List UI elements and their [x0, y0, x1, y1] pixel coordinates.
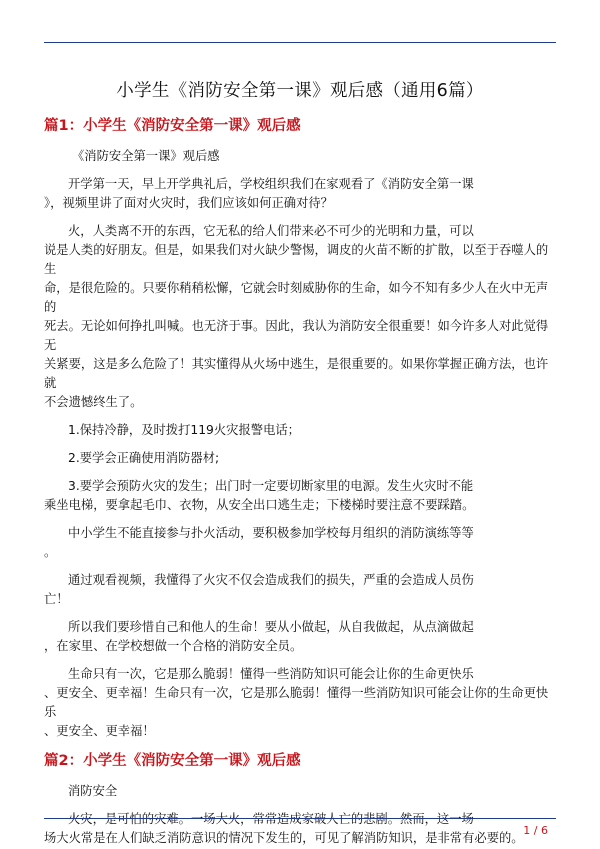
section-1-paragraph: 通过观看视频，我懂得了火灾不仅会造成我们的损失，严重的会造成人员伤 亡！	[44, 573, 474, 606]
section-2-subtitle: 消防安全	[68, 784, 118, 798]
section-2-paragraph: 火灾，是可怕的灾难。一场大火，常常造成家破人亡的悲剧。然而，这一场 场大火常是在人们缺乏消防意识的情况下发生的，可见了解消防知识，是非常有必要的。	[44, 812, 524, 845]
section-1-paragraph: 所以我们要珍惜自己和他人的生命！要从小做起，从自我做起，从点滴做起 ，在家里、在学校想做一个合格的消防安全员。	[44, 620, 474, 653]
list-item: 2.要学会正确使用消防器材;	[68, 451, 220, 465]
section-1-paragraph: 生命只有一次，它是那么脆弱！懂得一些消防知识可能会让你的生命更快乐 、更安全、更幸福！生命只有一次，它是那么脆弱！懂得一些消防知识可能会让你的生命更快乐 、更安全、更幸福！	[44, 667, 549, 738]
section-1-paragraph: 中小学生不能直接参与扑火活动，要积极参加学校每月组织的消防演练等等 。	[44, 526, 474, 559]
section-1-heading: 篇1：小学生《消防安全第一课》观后感	[44, 118, 301, 134]
header-rule	[44, 42, 556, 43]
section-1-paragraph: 火，人类离不开的东西，它无私的给人们带来必不可少的光明和力量，可以 说是人类的好朋友。但是，如果我们对火缺少警惕，调皮的火苗不断的扩散，以至于吞噬人的生 命，是很危险的。只要你稍稍松懈，它就会时刻威胁你的生命，如今不知有多少人在火中无声的 死去。无论如何挣扎叫喊。也无济于事。因此，我认为消防安全很重要！如今许多人对此觉得无 关紧要，这是多么危险了！其实懂得从火场中逃生，是很重要的。如果你掌握正确方法，也许就 不会遗憾终生了。	[44, 224, 549, 409]
document-body	[44, 116, 556, 848]
list-item: 1.保持冷静，及时拨打119火灾报警电话；	[68, 423, 300, 437]
section-1-paragraph: 开学第一天，早上开学典礼后，学校组织我们在家观看了《消防安全第一课 》，视频里讲了面对火灾时，我们应该如何正确对待？	[44, 177, 474, 210]
page-number: 1 / 6	[523, 824, 548, 837]
section-1-subtitle: 《消防安全第一课》观后感	[72, 149, 220, 163]
document-title: 小学生《消防安全第一课》观后感（通用6篇）	[116, 81, 484, 101]
section-2-heading: 篇2：小学生《消防安全第一课》观后感	[44, 753, 301, 769]
footer-rule	[44, 818, 556, 819]
list-item: 3.要学会预防火灾的发生；出门时一定要切断家里的电源。发生火灾时不能 乘坐电梯，要拿起毛巾、衣物，从安全出口逃生走；下楼梯时要注意不要踩踏。	[44, 479, 475, 512]
